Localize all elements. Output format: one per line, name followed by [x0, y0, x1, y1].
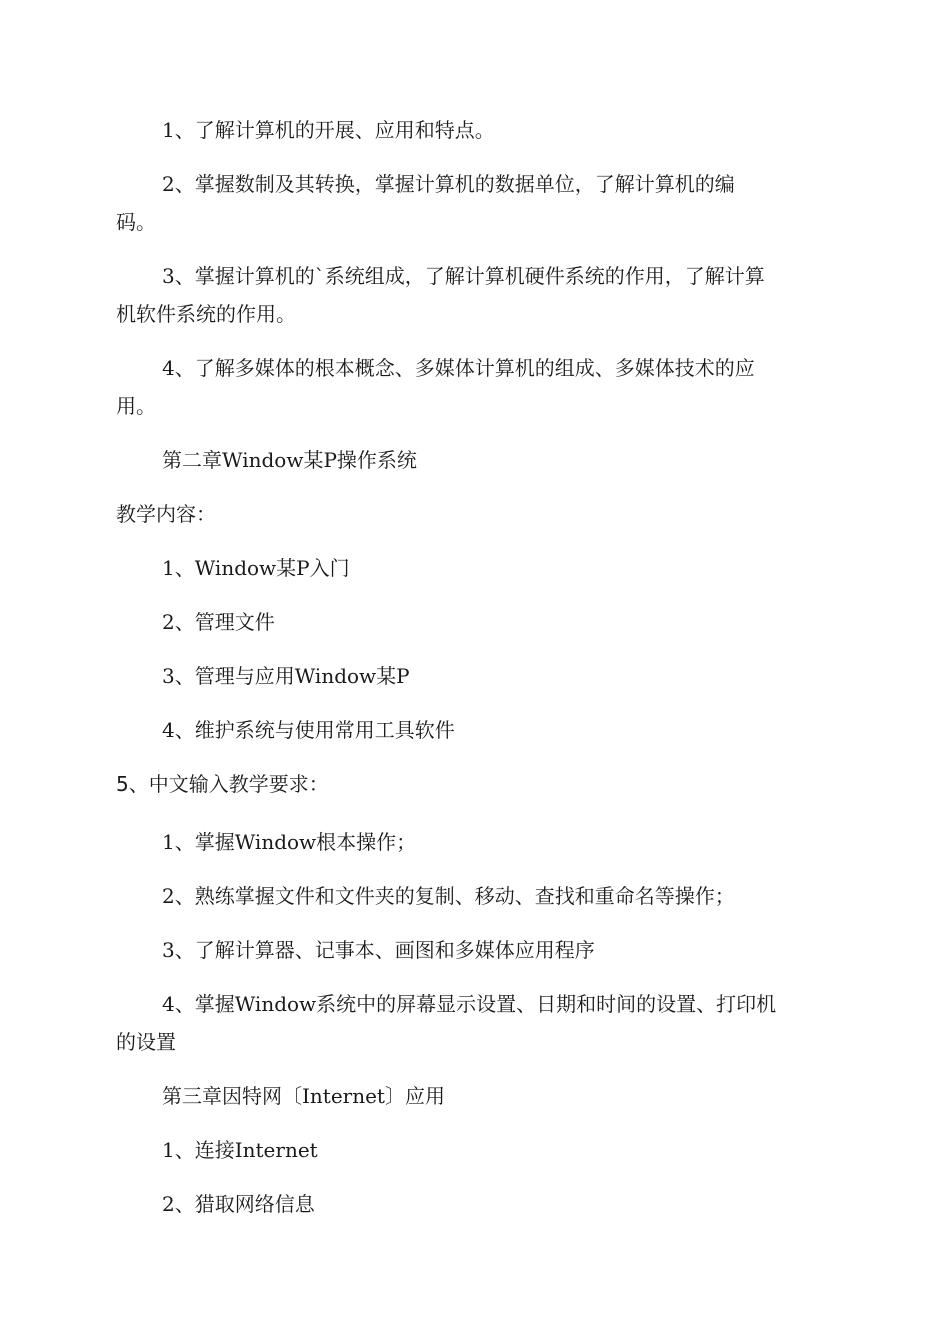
list-item: 1、掌握Window根本操作； [162, 830, 417, 854]
chapter-heading: 第三章因特网〔Internet〕应用 [162, 1084, 445, 1108]
text-line: 机软件系统的作用。 [116, 302, 296, 326]
list-item: 2、熟练掌握文件和文件夹的复制、移动、查找和重命名等操作； [162, 884, 735, 908]
list-item: 2、管理文件 [162, 610, 275, 634]
list-item: 2、猎取网络信息 [162, 1192, 315, 1216]
list-item: 1、Window某P入门 [162, 556, 350, 580]
list-item: 3、了解计算器、记事本、画图和多媒体应用程序 [162, 938, 595, 962]
section-label: 教学内容： [116, 502, 216, 526]
text-line: 的设置 [116, 1030, 176, 1054]
text-line: 码。 [116, 210, 156, 234]
section-label: 5、中文输入教学要求： [116, 772, 329, 796]
text-line: 4、了解多媒体的根本概念、多媒体计算机的组成、多媒体技术的应 [162, 356, 755, 380]
chapter-heading: 第二章Window某P操作系统 [162, 448, 417, 472]
text-line: 1、了解计算机的开展、应用和特点。 [162, 118, 495, 142]
text-line: 3、掌握计算机的`系统组成，了解计算机硬件系统的作用，了解计算 [162, 264, 765, 288]
list-item: 4、维护系统与使用常用工具软件 [162, 718, 455, 742]
text-line: 用。 [116, 394, 156, 418]
list-item: 3、管理与应用Window某P [162, 664, 410, 688]
list-item: 1、连接Internet [162, 1138, 318, 1162]
text-line: 2、掌握数制及其转换，掌握计算机的数据单位，了解计算机的编 [162, 172, 735, 196]
list-item: 4、掌握Window系统中的屏幕显示设置、日期和时间的设置、打印机 [162, 992, 777, 1016]
